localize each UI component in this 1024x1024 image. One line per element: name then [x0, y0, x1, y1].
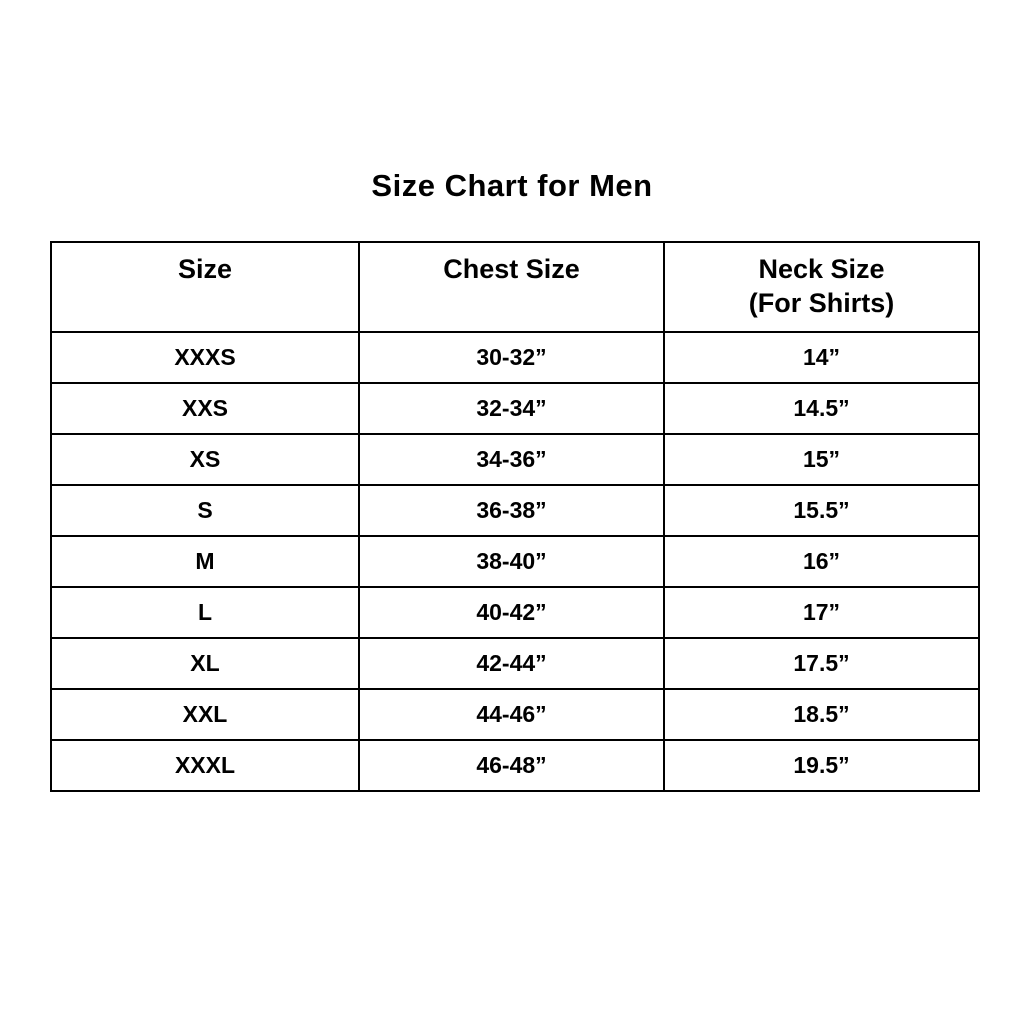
- neck-size-cell: 19.5”: [664, 740, 979, 791]
- chest-size-cell: 36-38”: [359, 485, 664, 536]
- page-title: Size Chart for Men: [371, 168, 653, 203]
- chest-size-cell: 30-32”: [359, 332, 664, 383]
- neck-size-cell: 15”: [664, 434, 979, 485]
- table-row: [51, 434, 979, 485]
- header-sublabel: [360, 287, 663, 321]
- header-sublabel: (For Shirts): [748, 288, 895, 318]
- header-cell-size: [51, 242, 359, 332]
- table-row: [51, 485, 979, 536]
- neck-size-cell: 14”: [664, 332, 979, 383]
- size-cell: XL: [51, 638, 359, 689]
- size-cell: S: [51, 485, 359, 536]
- size-cell: L: [51, 587, 359, 638]
- neck-size-cell: 14.5”: [664, 383, 979, 434]
- table-row: [51, 740, 979, 791]
- chest-size-cell: 46-48”: [359, 740, 664, 791]
- header-row: [51, 242, 979, 332]
- table-body: [51, 332, 979, 791]
- neck-size-cell: 15.5”: [664, 485, 979, 536]
- size-cell: M: [51, 536, 359, 587]
- table-row: [51, 689, 979, 740]
- size-cell: XXXL: [51, 740, 359, 791]
- chest-size-cell: 32-34”: [359, 383, 664, 434]
- neck-size-cell: 17”: [664, 587, 979, 638]
- size-cell: XS: [51, 434, 359, 485]
- header-label: Neck Size: [758, 254, 885, 285]
- chest-size-cell: 34-36”: [359, 434, 664, 485]
- chest-size-cell: 38-40”: [359, 536, 664, 587]
- table-row: [51, 536, 979, 587]
- size-cell: XXS: [51, 383, 359, 434]
- neck-size-cell: 18.5”: [664, 689, 979, 740]
- header-label: Chest Size: [443, 254, 580, 285]
- header-sublabel: [52, 287, 358, 321]
- chest-size-cell: 40-42”: [359, 587, 664, 638]
- neck-size-cell: 16”: [664, 536, 979, 587]
- chest-size-cell: 44-46”: [359, 689, 664, 740]
- header-cell-chest-size: [359, 242, 664, 332]
- size-cell: XXL: [51, 689, 359, 740]
- size-chart-table: [50, 241, 980, 792]
- table-row: [51, 383, 979, 434]
- table-row: [51, 587, 979, 638]
- chest-size-cell: 42-44”: [359, 638, 664, 689]
- neck-size-cell: 17.5”: [664, 638, 979, 689]
- header-cell-neck-size: [664, 242, 979, 332]
- table-row: [51, 638, 979, 689]
- size-cell: XXXS: [51, 332, 359, 383]
- table-row: [51, 332, 979, 383]
- header-label: Size: [177, 254, 233, 285]
